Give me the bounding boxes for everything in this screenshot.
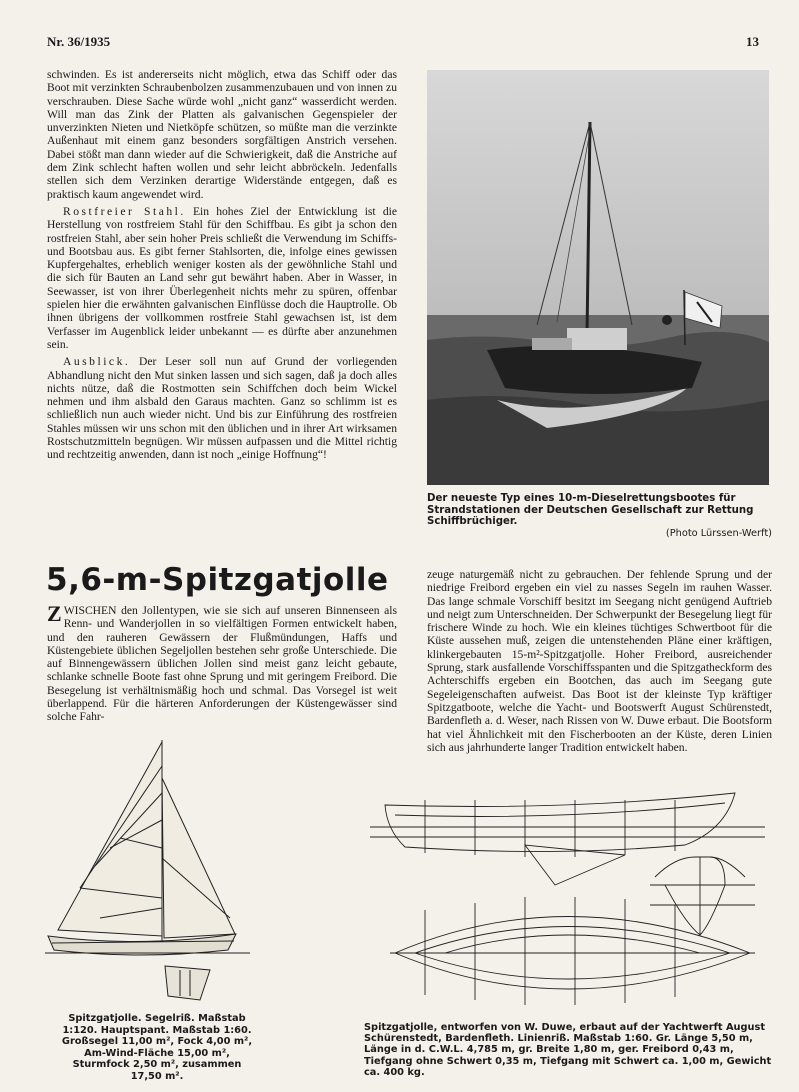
section-lead-outlook: Ausblick. <box>63 355 131 369</box>
article-intro <box>47 601 397 724</box>
lines-plan-caption: Spitzgatjolle, entworfen von W. Duwe, erbaut auf der Yachtwerft August Schürenstedt, Bardenfleth. Linienriß. Maßstab 1:60. Gr. Länge 5,50 m, Länge in d. C.W.L. 4,785 m, gr. Breite 1,80 m, ger. Freibord 0,43 m, Tiefgang ohne Schwert 0,35 m, Tiefgang mit Schwert ca. 1,00 m, Gewicht ca. 400 kg. <box>364 1022 772 1078</box>
paragraph-outlook-body: Der Leser soll nun auf Grund der vorliegenden Abhandlung nicht den Mut sinken lassen und sich sagen, daß ja doch alles nichts nütze, daß die Rostmotten sein Schiffchen doch beim Wickel nehmen und ihm alsbald den Garaus machten. Ganz so schlimm ist es schließlich nun auch wieder nicht. Und bis zur Einführung des rostfreien Stahles müssen wir uns schon mit den üblichen und in ihrer Art wirksamen Rostschutzmitteln begnügen. Wir müssen aufpassen und die Mittel richtig und rechtzeitig anwenden, dann ist noch „einige Hoffnung“! <box>47 355 397 462</box>
issue-number: Nr. 36/1935 <box>47 34 111 49</box>
section-lead-stainless: Rostfreier Stahl. <box>63 204 186 218</box>
article-continuation-text: zeuge naturgemäß nicht zu gebrauchen. Der fehlende Sprung und der niedrige Freibord ergeben ein viel zu nasses Segeln im rauhen Wasser. Das lange schmale Vorschiff besitzt im Seegang nicht genügend Auftrieb und neigt zum Unterschneiden. Der Schwerpunkt der Besegelung liegt für frischere Winde zu hoch. Wie ein kleines tüchtiges Schwertboot für die Küste aussehen muß, zeigen die untenstehenden Pläne einer kräftigen, klinkergebauten 15-m²-Spitzgatjolle. Hoher Freibord, ausreichender Sprung, stark ausfallende Vorschiffsspanten und die Spitzgatheckform des Achterschiffs ergeben ein Bootchen, das auch im Seegang gute Segeleigenschaften aufweist. Das Boot ist der kleinste Typ kräftiger Spitzgatboote, welche die Yacht- und Bootswerft August Schürenstedt, Bardenfleth a. d. Weser, nach Rissen von W. Duwe erbaut. Die Bootsform hat viel Ähnlichkeit mit den Fischerbooten an der Küste, deren Linien sich aus jahrhunderte langer Tradition entwickelt haben. <box>427 568 772 754</box>
photo-credit: (Photo Lürssen-Werft) <box>665 527 772 539</box>
paragraph-stainless <box>47 205 397 351</box>
sail-plan-caption: Spitzgatjolle. Segelriß. Maßstab 1:120. Hauptspant. Maßstab 1:60. Großsegel 11,00 m², Fock 4,00 m², Am-Wind-Fläche 15,00 m², Sturmfock 2,50 m², zusammen 17,50 m². <box>61 1013 253 1082</box>
article-title: 5,6-m-Spitzgatjolle <box>46 562 389 598</box>
lifeboat-photo <box>427 70 769 485</box>
article-continuation <box>427 568 772 754</box>
photo-caption-text: Der neueste Typ eines 10-m-Dieselrettungsbootes für Strandstationen der Deutschen Gesellschaft zur Rettung Schiffbrüchiger. <box>427 493 754 528</box>
paragraph-outlook <box>47 355 397 461</box>
drop-cap: Z <box>47 601 62 626</box>
sail-plan-figure <box>40 738 260 1008</box>
lines-plan-figure <box>365 785 775 1015</box>
page-number: 13 <box>746 34 759 49</box>
left-column-text <box>47 68 397 466</box>
article-intro-text: WISCHEN den Jollentypen, wie sie sich auf unseren Binnenseen als Renn- und Wanderjollen in so vielfältigen Formen entwickelt haben, und den rauheren Gewässern der Flußmündungen, Haffs und Küstengebiete üblichen Segeljollen bestehen sehr große Unterschiede. Die auf Binnengewässern üblichen Jollen sind meist ganz leicht gebaute, schlanke schnelle Boote fast ohne Sprung und mit geringem Freibord. Die Besegelung ist verhältnismäßig hoch und schmal. Das Vorsegel ist weit überlappend. Für die härteren Anforderungen der Küstengewässer sind solche Fahr- <box>47 604 397 724</box>
paragraph-zinc: schwinden. Es ist andererseits nicht möglich, etwa das Schiff oder das Boot mit verzinkten Schraubenbolzen zusammenzubauen und von innen zu verschrauben. Diese Sache würde wohl „nicht ganz“ wasserdicht werden. Will man das Zink der Platten als galvanischen Gegenspieler der unverzinkten Nieten und Nietköpfe schützen, so müßte man die verzinkte Außenhaut mit einem ganz besonders sorgfältigen Anstrich versehen. Dabei stößt man dann wieder auf die Schwierigkeit, daß die Anstriche auf dem Zink schlecht haften wollen und sehr leicht abbröckeln. Jedenfalls stellen sich dem Verzinken derartige Widerstände entgegen, daß es praktisch kaum angewendet wird. <box>47 68 397 201</box>
paragraph-stainless-body: Ein hohes Ziel der Entwicklung ist die Herstellung von rostfreiem Stahl für den Schiffbau. Es gibt ja schon den rostfreien Stahl, aber sein hoher Preis schließt die Verwendung im Schiffs- und Bootsbau aus. Es gibt ferner Stahlsorten, die, infolge eines gewissen Kupfergehaltes, erheblich weniger kosten als der gewöhnliche Stahl und die sich für Bauten an Land sehr gut bewährt haben. Aber in Wasser, in Seewasser, ist von ihrer Überlegenheit nichts mehr zu spüren, offenbar spielen hier die erwähnten galvanischen Einflüsse doch die Hauptrolle. Ob ihnen übrigens der vollkommen rostfreie Stahl gewachsen ist, ist dem Verfasser im Augenblick leider unbekannt — es dürfte aber anzunehmen sein. <box>47 204 397 351</box>
photo-caption <box>427 493 772 539</box>
